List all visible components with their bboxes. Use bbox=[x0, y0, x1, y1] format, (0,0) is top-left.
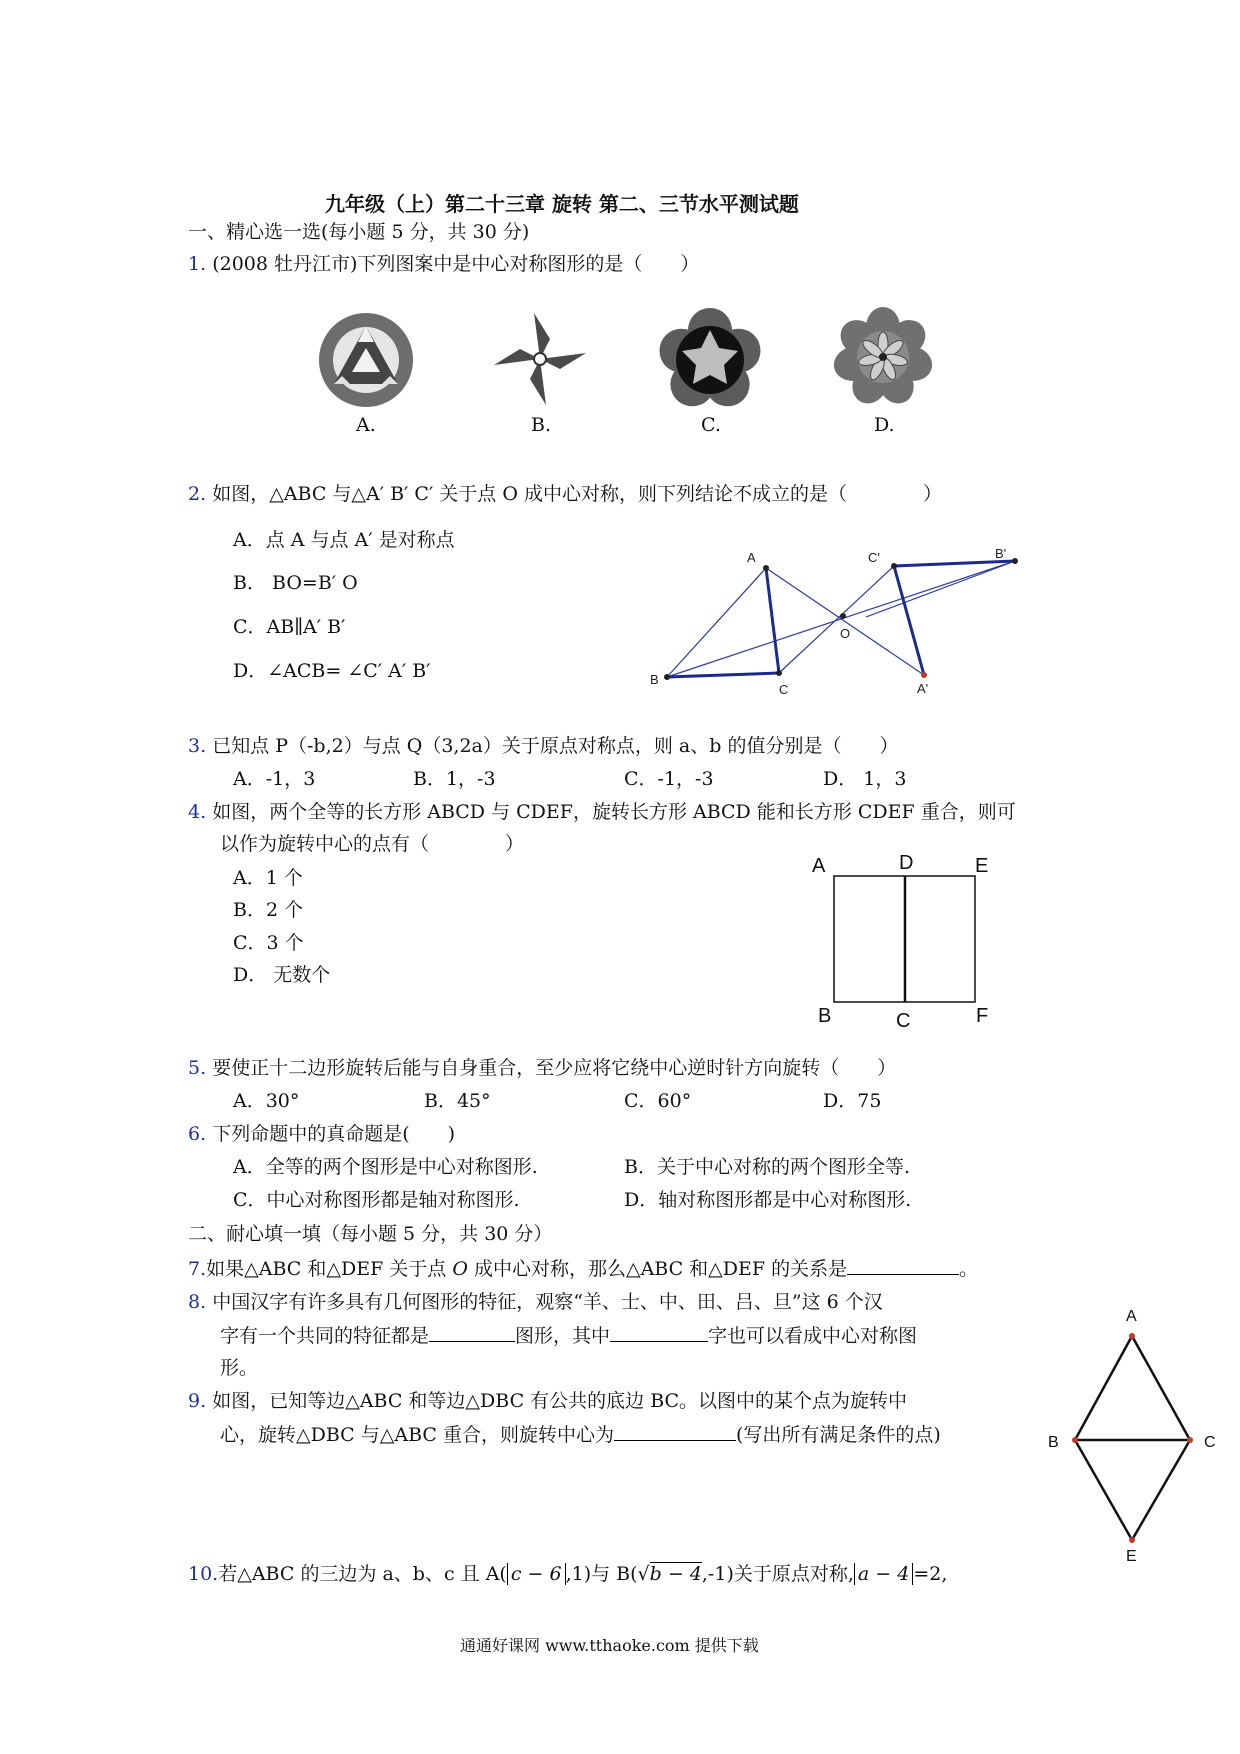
q4-label-c: C bbox=[896, 1010, 911, 1032]
q3-option-c: C．-1，-3 bbox=[624, 768, 714, 790]
q9-figure bbox=[1040, 1300, 1220, 1565]
q10-text bbox=[188, 1562, 947, 1586]
q10-part-2: ,1)与 B( bbox=[565, 1563, 638, 1585]
q6-text bbox=[188, 1122, 455, 1146]
q3-option-d: D． 1，3 bbox=[823, 768, 907, 790]
q4-label-e: E bbox=[975, 855, 989, 877]
q1-figure-a bbox=[318, 312, 428, 422]
q6-option-a: A．全等的两个图形是中心对称图形. bbox=[233, 1156, 538, 1178]
q8-answer-blank-1[interactable] bbox=[429, 1323, 515, 1342]
q6-option-d: D．轴对称图形都是中心对称图形. bbox=[624, 1189, 912, 1211]
q8-number: 8. bbox=[188, 1291, 207, 1313]
q1-option-d: D. bbox=[874, 414, 895, 436]
q1-figure-d bbox=[833, 307, 943, 417]
q5-option-c: C．60° bbox=[624, 1090, 692, 1112]
q9-stem-2b: (写出所有满足条件的点) bbox=[735, 1424, 941, 1446]
q2-option-d: D．∠ACB= ∠C′ A′ B′ bbox=[233, 660, 431, 682]
q7-answer-blank[interactable] bbox=[847, 1256, 959, 1275]
q6-option-c: C．中心对称图形都是轴对称图形. bbox=[233, 1189, 520, 1211]
q10-abs-c-minus-6: c − 6 bbox=[507, 1563, 566, 1585]
q7-point-o: O bbox=[452, 1258, 468, 1280]
page-footer: 通通好课网 www.tthaoke.com 提供下载 bbox=[460, 1636, 759, 1655]
q4-text-line1 bbox=[188, 800, 1016, 824]
q5-number: 5. bbox=[188, 1057, 207, 1079]
q8-stem-2b: 图形，其中 bbox=[515, 1325, 611, 1347]
q2-stem: 如图，△ABC 与△A′ B′ C′ 关于点 O 成中心对称，则下列结论不成立的是（ ） bbox=[212, 483, 942, 505]
q5-text bbox=[188, 1056, 896, 1080]
q2-label-o: O bbox=[840, 626, 851, 641]
q9-text-line1 bbox=[188, 1389, 907, 1413]
q4-label-d: D bbox=[899, 852, 914, 874]
q7-end: 。 bbox=[959, 1258, 979, 1280]
q4-label-f: F bbox=[976, 1005, 989, 1027]
q8-answer-blank-2[interactable] bbox=[610, 1323, 708, 1342]
q8-text-line3: 形。 bbox=[220, 1357, 259, 1379]
q4-figure bbox=[810, 845, 1010, 1030]
q4-label-b: B bbox=[818, 1005, 832, 1027]
q5-option-d: D．75 bbox=[823, 1090, 882, 1112]
q1-option-c: C. bbox=[701, 414, 721, 436]
q8-stem-2c: 字也可以看成中心对称图 bbox=[708, 1325, 918, 1347]
page-title: 九年级（上）第二十三章 旋转 第二、三节水平测试题 bbox=[325, 192, 799, 216]
q1-stem: (2008 牡丹江市)下列图案中是中心对称图形的是（ ） bbox=[212, 253, 700, 275]
q3-option-b: B．1，-3 bbox=[413, 768, 496, 790]
q7-stem-b: 成中心对称，那么△ABC 和△DEF 的关系是 bbox=[467, 1258, 848, 1280]
q3-number: 3. bbox=[188, 735, 207, 757]
q4-stem-1: 如图，两个全等的长方形 ABCD 与 CDEF，旋转长方形 ABCD 能和长方形 CDEF 重合，则可 bbox=[212, 801, 1016, 823]
q10-number: 10. bbox=[188, 1563, 219, 1585]
q7-number: 7. bbox=[188, 1258, 207, 1280]
q8-text-line1 bbox=[188, 1290, 883, 1314]
q5-stem: 要使正十二边形旋转后能与自身重合，至少应将它绕中心逆时针方向旋转（ ） bbox=[212, 1057, 897, 1079]
q2-label-b: B bbox=[650, 672, 659, 687]
q2-label-a: A bbox=[747, 550, 756, 565]
q6-option-b: B．关于中心对称的两个图形全等. bbox=[624, 1156, 911, 1178]
q9-stem-1: 如图，已知等边△ABC 和等边△DBC 有公共的底边 BC。以图中的某个点为旋转中 bbox=[212, 1390, 908, 1412]
q4-option-b: B．2 个 bbox=[233, 899, 304, 921]
q1-number: 1. bbox=[188, 253, 207, 275]
q1-option-a: A. bbox=[356, 414, 376, 436]
q4-text-line2: 以作为旋转中心的点有（ ） bbox=[220, 833, 525, 855]
q5-option-a: A．30° bbox=[233, 1090, 300, 1112]
q1-text bbox=[188, 252, 699, 276]
q9-label-e: E bbox=[1126, 1548, 1137, 1565]
q6-number: 6. bbox=[188, 1123, 207, 1145]
q4-option-d: D． 无数个 bbox=[233, 964, 331, 986]
q9-answer-blank[interactable] bbox=[614, 1422, 736, 1441]
q4-option-c: C．3 个 bbox=[233, 932, 304, 954]
q8-stem-1: 中国汉字有许多具有几何图形的特征，观察“羊、士、中、田、吕、旦”这 6 个汉 bbox=[212, 1291, 883, 1313]
q5-option-b: B．45° bbox=[424, 1090, 491, 1112]
q9-label-a: A bbox=[1126, 1308, 1137, 1325]
q1-figure-b bbox=[488, 307, 598, 417]
section-1-heading: 一、精心选一选(每小题 5 分，共 30 分) bbox=[188, 221, 530, 243]
q4-label-a: A bbox=[812, 855, 826, 877]
q6-stem: 下列命题中的真命题是( ) bbox=[212, 1123, 456, 1145]
q7-stem-a: 如果△ABC 和△DEF 关于点 bbox=[206, 1258, 453, 1280]
q2-label-c: C bbox=[779, 682, 789, 697]
q2-label-a-prime: A' bbox=[917, 681, 929, 696]
q3-stem: 已知点 P（-b,2）与点 Q（3,2a）关于原点对称点，则 a、b 的值分别是（ ） bbox=[212, 735, 899, 757]
q2-label-b-prime: B' bbox=[995, 546, 1007, 561]
q9-label-c: C bbox=[1204, 1434, 1216, 1451]
q2-label-c-prime: C' bbox=[868, 550, 880, 565]
q8-text-line2 bbox=[220, 1323, 917, 1348]
q3-option-a: A．-1，3 bbox=[233, 768, 316, 790]
q7-text bbox=[188, 1256, 978, 1281]
q9-text-line2 bbox=[220, 1422, 941, 1447]
q10-abs-a-minus-4: a − 4 bbox=[854, 1563, 913, 1585]
q4-number: 4. bbox=[188, 801, 207, 823]
sqrt-icon: √ bbox=[637, 1563, 650, 1585]
q4-option-a: A．1 个 bbox=[233, 867, 303, 889]
q10-part-1: 若△ABC 的三边为 a、b、c 且 A( bbox=[218, 1563, 507, 1585]
q2-option-a: A．点 A 与点 A′ 是对称点 bbox=[233, 529, 455, 551]
q8-stem-2a: 字有一个共同的特征都是 bbox=[220, 1325, 430, 1347]
q10-part-3: ,-1)关于原点对称, bbox=[701, 1563, 854, 1585]
q10-part-4: =2, bbox=[913, 1563, 948, 1585]
q1-option-b: B. bbox=[531, 414, 552, 436]
q2-number: 2. bbox=[188, 483, 207, 505]
q2-figure bbox=[650, 545, 1070, 695]
q1-figure-c bbox=[660, 310, 770, 420]
q3-text bbox=[188, 734, 898, 758]
q9-label-b: B bbox=[1048, 1434, 1059, 1451]
q2-text bbox=[188, 482, 942, 506]
q2-option-c: C．AB∥A′ B′ bbox=[233, 616, 346, 638]
q10-sqrt-b-minus-4: b − 4 bbox=[649, 1563, 702, 1585]
q9-stem-2a: 心，旋转△DBC 与△ABC 重合，则旋转中心为 bbox=[220, 1424, 614, 1446]
q2-option-b: B． BO=B′ O bbox=[233, 572, 358, 594]
section-2-heading: 二、耐心填一填（每小题 5 分，共 30 分） bbox=[188, 1223, 553, 1245]
q9-number: 9. bbox=[188, 1390, 207, 1412]
